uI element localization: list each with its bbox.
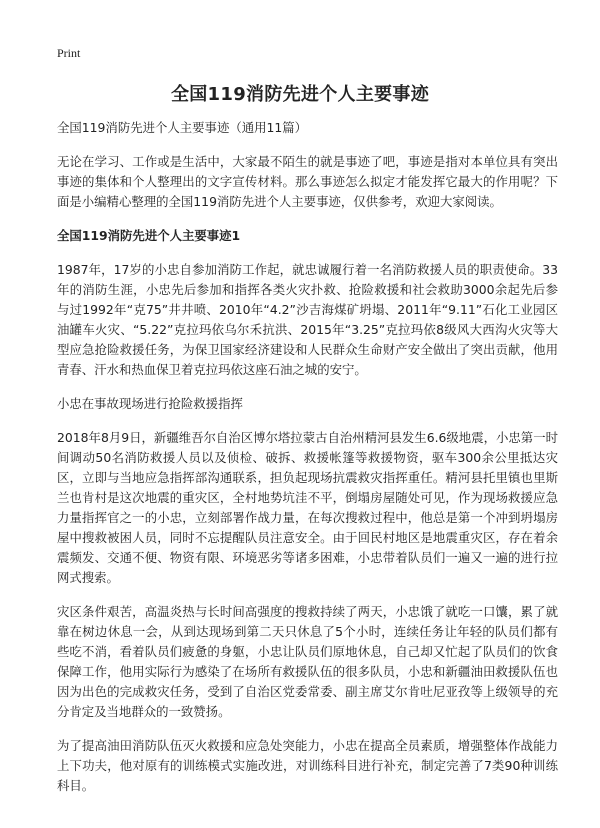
sub-heading: 小忠在事故现场进行抢险救援指挥 [57,396,243,411]
page-title: 全国119消防先进个人主要事迹 [170,84,430,105]
paragraph: 为了提高油田消防队伍灭火救援和应急处突能力，小忠在提高全员素质，增强整体作战能力上下功夫，他对原有的训练模式实施改进，对训练科目进行补充，制定完善了7类90种训练科目。 [57,738,558,793]
paragraph: 1987年，17岁的小忠自参加消防工作起，就忠诚履行着一名消防救援人员的职责使命。33年的消防生涯，小忠先后参加和指挥各类火灾扑救、抢险救援和社会救助3000余起先后参与过1992年“克75”井井喷、2010年“4.2”沙吉海煤矿坍塌、2011年“9.11”石化工业园区油罐车火灾、“5.22”克拉玛依乌尔禾抗洪、2015年“3.25”克拉玛依8级风大西沟火灾等大型应急抢险救援任务，为保卫国家经济建设和人民群众生命财产安全做出了突出贡献，他用青春、汗水和热血保卫着克拉玛依这座石油之城的安宁。 [57,262,558,377]
paragraph: 灾区条件艰苦，高温炎热与长时间高强度的搜救持续了两天，小忠饿了就吃一口馕，累了就靠在树边休息一会，从到达现场到第二天只休息了5个小时，连续任务让年轻的队员们都有些吃不消，看着队员们疲惫的身躯，小忠让队员们原地休息，自己却又忙起了队员们的饮食保障工作，他用实际行为感染了在场所有救援队伍的很多队员，小忠和新疆油田救援队伍也因为出色的完成救灾任务，受到了自治区党委常委、副主席艾尔肯吐尼亚孜等上级领导的充分肯定及当地群众的一致赞扬。 [57,604,558,719]
article-body [57,118,558,810]
paragraph: 2018年8月9日，新疆维吾尔自治区博尔塔拉蒙古自治州精河县发生6.6级地震，小忠第一时间调动50名消防救援人员以及侦检、破拆、救援帐篷等救援物资，驱车300余公里抵达灾区，立即与当地应急指挥部沟通联系，担负起现场抗震救灾指挥重任。精河县托里镇也里斯兰也肯村是这次地震的重灾区，全村地势坑洼不平，倒塌房屋随处可见，作为现场救援应急力量指挥官之一的小忠，立刻部署作战力量，在每次搜救过程中，他总是第一个冲到坍塌房屋中搜救被困人员，同时不忘提醒队员注意安全。由于回民村地区是地震重灾区，存在着余震频发、交通不便、物资有限、环境恶劣等诸多困难，小忠带着队员们一遍又一遍的进行拉网式搜索。 [57,430,558,585]
section-heading: 全国119消防先进个人主要事迹1 [57,228,241,243]
print-link[interactable]: Print [57,46,81,60]
article-subtitle: 全国119消防先进个人主要事迹（通用11篇） [57,120,308,135]
intro-paragraph: 无论在学习、工作或是生活中，大家最不陌生的就是事迹了吧，事迹是指对本单位具有突出事迹的集体和个人整理出的文字宣传材料。那么事迹怎么拟定才能发挥它最大的作用呢？下面是小编精心整理的全国119消防先进个人主要事迹，仅供参考，欢迎大家阅读。 [57,154,558,209]
